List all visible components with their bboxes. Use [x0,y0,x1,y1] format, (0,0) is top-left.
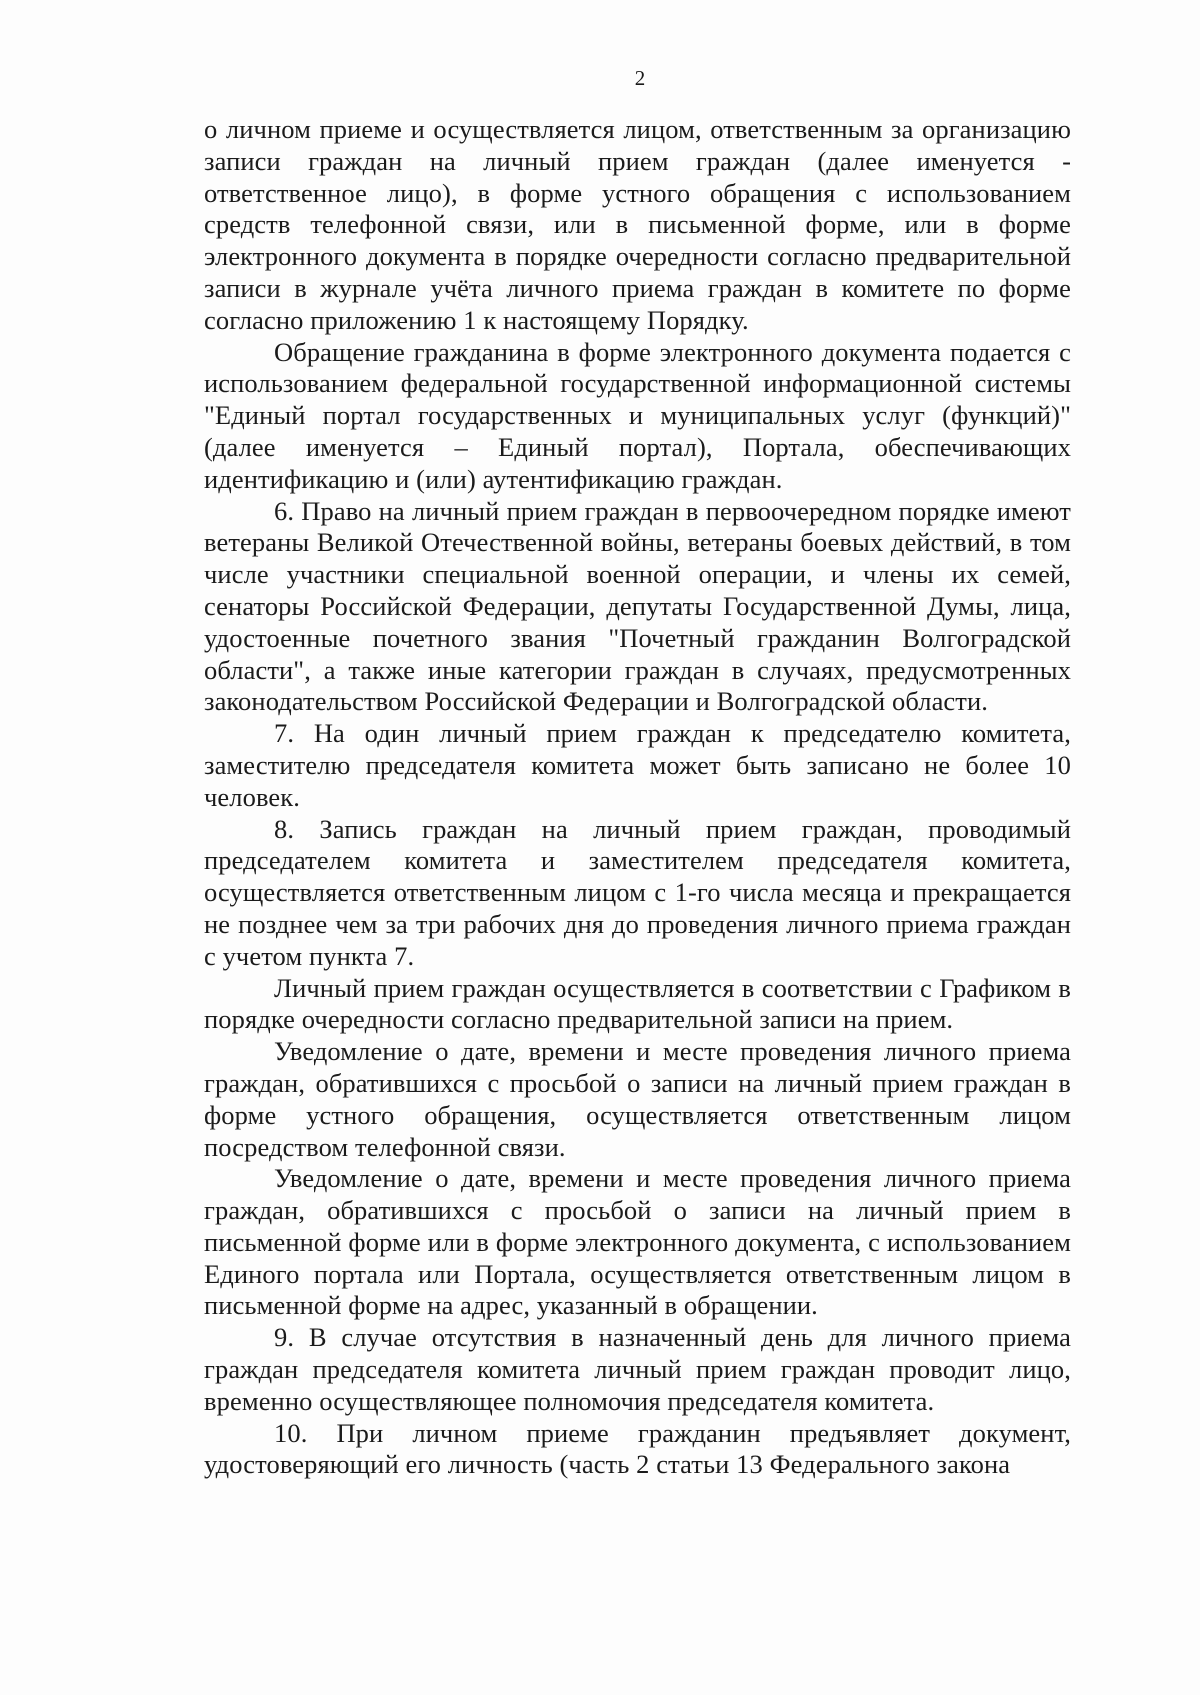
paragraph-written-notice: Уведомление о дате, времени и месте проведения личного приема граждан, обратившихся с просьбой о записи на личный прием в письменной форме или в форме электронного документа, с использованием Единого портала или Портала, осуществляется ответственным лицом в письменной форме на адрес, указанный в обращении. [204,1163,1071,1321]
paragraph-phone-notice: Уведомление о дате, времени и месте проведения личного приема граждан, обратившихся с просьбой о записи на личный прием граждан в форме устного обращения, осуществляется ответственным лицом посредством телефонной связи. [204,1036,1071,1162]
paragraph-item-9: 9. В случае отсутствия в назначенный день для личного приема граждан председателя комитета личный прием граждан проводит лицо, временно осуществляющее полномочия председателя комитета. [204,1322,1071,1416]
paragraph-item-6: 6. Право на личный прием граждан в первоочередном порядке имеют ветераны Великой Отечественной войны, ветераны боевых действий, в том числе участники специальной военной операции, и члены их семей, сенаторы Российской Федерации, депутаты Государственной Думы, лица, удостоенные почетного звания "Почетный гражданин Волгоградской области", а также иные категории граждан в случаях, предусмотренных законодательством Российской Федерации и Волгоградской области. [204,495,1071,717]
paragraph-continuation: о личном приеме и осуществляется лицом, ответственным за организацию записи граждан на личный прием граждан (далее именуется - ответственное лицо), в форме устного обращения с использованием средств телефонной связи, или в письменной форме, или в форме электронного документа в порядке очередности согласно предварительной записи в журнале учёта личного приема граждан в комитете по форме согласно приложению 1 к настоящему Порядку. [204,114,1071,335]
page-number: 2 [634,66,646,90]
paragraph-item-8: 8. Запись граждан на личный прием граждан, проводимый председателем комитета и заместителем председателя комитета, осуществляется ответственным лицом с 1-го числа месяца и прекращается не позднее чем за три рабочих дня до проведения личного приема граждан с учетом пункта 7. [204,813,1071,971]
paragraph-item-7: 7. На один личный прием граждан к председателю комитета, заместителю председателя комитета может быть записано не более 10 человек. [204,718,1071,812]
paragraph-electronic-appeal: Обращение гражданина в форме электронного документа подается с использованием федеральной государственной информационной системы "Единый портал государственных и муниципальных услуг (функций)" (далее именуется – Единый портал), Портала, обеспечивающих идентификацию и (или) аутентификацию граждан. [204,336,1071,494]
document-body [204,114,1071,1481]
paragraph-item-10: 10. При личном приеме гражданин предъявляет документ, удостоверяющий его личность (часть 2 статьи 13 Федерального закона [204,1417,1071,1480]
paragraph-schedule: Личный прием граждан осуществляется в соответствии с Графиком в порядке очередности согласно предварительной записи на прием. [204,972,1071,1035]
